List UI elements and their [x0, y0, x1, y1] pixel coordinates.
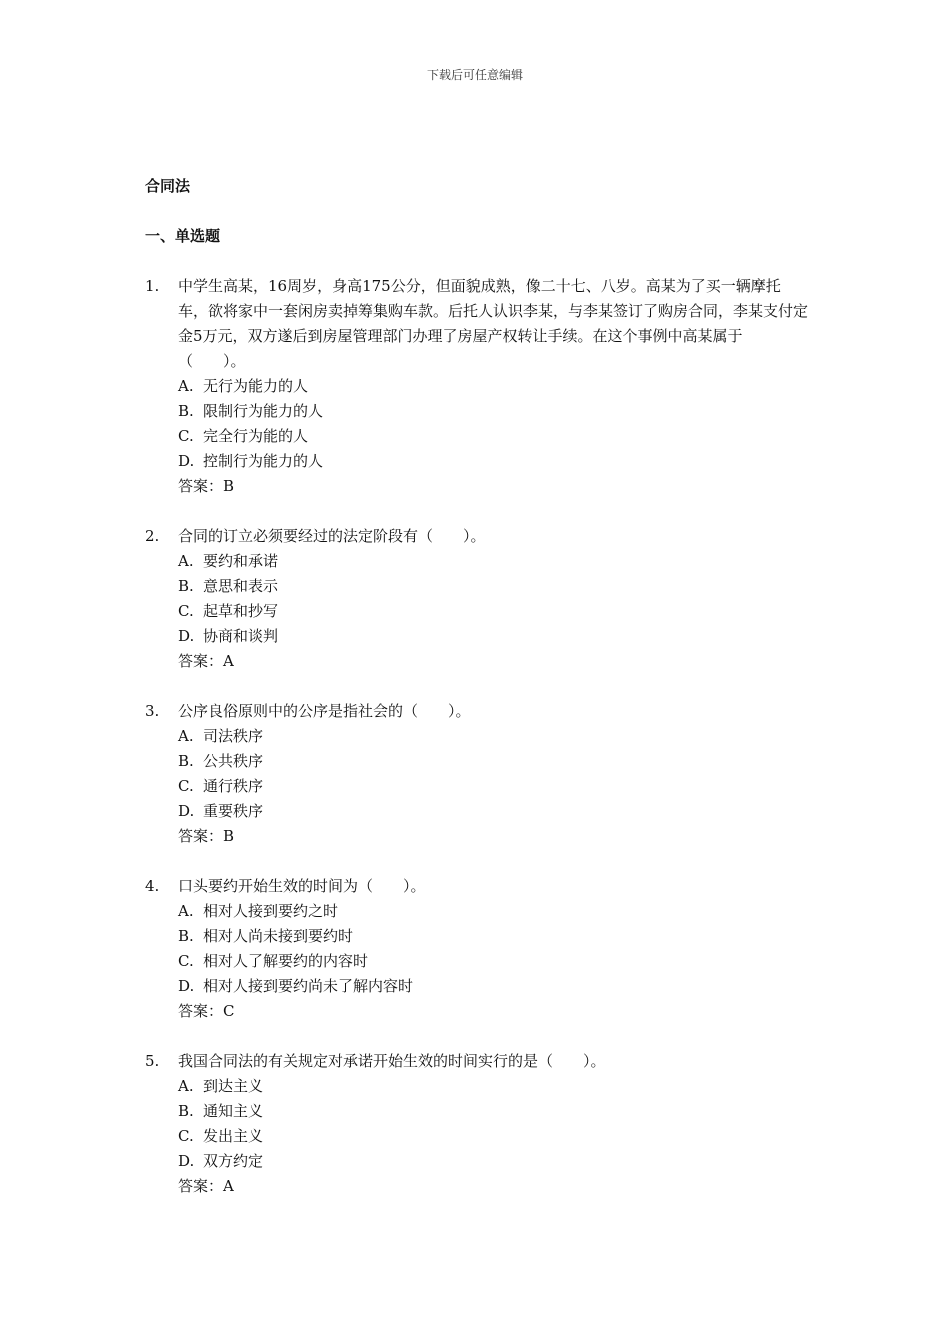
option-text: 双方约定 [203, 1152, 264, 1170]
option-c [178, 774, 810, 799]
answer: 答案：A [178, 652, 234, 670]
option-text: 完全行为能的人 [203, 427, 309, 445]
option-b [178, 574, 810, 599]
option-b [178, 1099, 810, 1124]
document-title: 合同法 [145, 177, 191, 195]
option-text: 起草和抄写 [203, 602, 279, 620]
option-b [178, 399, 810, 424]
option-d [178, 1149, 810, 1174]
option-text: 无行为能力的人 [203, 377, 309, 395]
question-4 [145, 874, 810, 1024]
question-text: 口头要约开始生效的时间为（ ）。 [178, 877, 426, 895]
option-text: 协商和谈判 [203, 627, 279, 645]
option-text: 发出主义 [203, 1127, 264, 1145]
question-number: 2. [145, 527, 160, 545]
option-letter: D. [178, 452, 195, 470]
option-list [145, 1074, 810, 1174]
question-number: 4. [145, 877, 160, 895]
option-letter: C. [178, 602, 194, 620]
answer: 答案：A [178, 1177, 234, 1195]
option-a [178, 899, 810, 924]
option-c [178, 949, 810, 974]
option-letter: C. [178, 1127, 194, 1145]
option-text: 通行秩序 [203, 777, 264, 795]
option-text: 相对人接到要约尚未了解内容时 [203, 977, 414, 995]
option-letter: B. [178, 752, 194, 770]
option-letter: D. [178, 1152, 195, 1170]
question-1 [145, 274, 810, 499]
option-c [178, 1124, 810, 1149]
option-text: 司法秩序 [203, 727, 264, 745]
option-letter: B. [178, 1102, 194, 1120]
option-letter: A. [178, 727, 194, 745]
option-letter: D. [178, 802, 195, 820]
option-c [178, 599, 810, 624]
question-text: 中学生高某，16周岁，身高175公分，但面貌成熟，像二十七、八岁。高某为了买一辆摩托车，欲将家中一套闲房卖掉筹集购车款。后托人认识李某，与李某签订了购房合同，李某支付定金5万元，双方遂后到房屋管理部门办理了房屋产权转让手续。在这个事例中高某属于（ ）。 [178, 277, 809, 370]
option-list [145, 374, 810, 474]
option-text: 限制行为能力的人 [203, 402, 324, 420]
option-letter: B. [178, 927, 194, 945]
option-d [178, 974, 810, 999]
option-text: 控制行为能力的人 [203, 452, 324, 470]
option-letter: D. [178, 977, 195, 995]
question-text: 我国合同法的有关规定对承诺开始生效的时间实行的是（ ）。 [178, 1052, 606, 1070]
option-letter: D. [178, 627, 195, 645]
question-text: 公序良俗原则中的公序是指社会的（ ）。 [178, 702, 471, 720]
question-2 [145, 524, 810, 674]
page-header-note: 下载后可任意编辑 [426, 68, 523, 82]
option-list [145, 899, 810, 999]
option-letter: B. [178, 402, 194, 420]
question-text: 合同的订立必须要经过的法定阶段有（ ）。 [178, 527, 486, 545]
question-number: 5. [145, 1052, 160, 1070]
option-text: 相对人了解要约的内容时 [203, 952, 369, 970]
question-number: 3. [145, 702, 160, 720]
option-a [178, 549, 810, 574]
option-text: 相对人尚未接到要约时 [203, 927, 354, 945]
option-d [178, 799, 810, 824]
option-letter: A. [178, 1077, 194, 1095]
answer: 答案：B [178, 827, 235, 845]
option-a [178, 374, 810, 399]
option-b [178, 749, 810, 774]
question-3 [145, 699, 810, 849]
option-text: 要约和承诺 [203, 552, 279, 570]
section-title: 一、单选题 [145, 227, 221, 245]
option-letter: A. [178, 902, 194, 920]
option-letter: A. [178, 552, 194, 570]
option-letter: C. [178, 777, 194, 795]
option-text: 到达主义 [203, 1077, 264, 1095]
option-d [178, 449, 810, 474]
option-text: 重要秩序 [203, 802, 264, 820]
question-5 [145, 1049, 810, 1199]
answer: 答案：C [178, 1002, 235, 1020]
option-list [145, 724, 810, 824]
option-text: 相对人接到要约之时 [203, 902, 339, 920]
option-a [178, 724, 810, 749]
option-d [178, 624, 810, 649]
option-text: 公共秩序 [203, 752, 264, 770]
option-text: 通知主义 [203, 1102, 264, 1120]
option-letter: C. [178, 427, 194, 445]
option-c [178, 424, 810, 449]
option-a [178, 1074, 810, 1099]
option-letter: A. [178, 377, 194, 395]
option-text: 意思和表示 [203, 577, 279, 595]
option-letter: B. [178, 577, 194, 595]
option-b [178, 924, 810, 949]
option-letter: C. [178, 952, 194, 970]
question-number: 1. [145, 277, 160, 295]
option-list [145, 549, 810, 649]
document-body [145, 175, 810, 1199]
answer: 答案：B [178, 477, 235, 495]
